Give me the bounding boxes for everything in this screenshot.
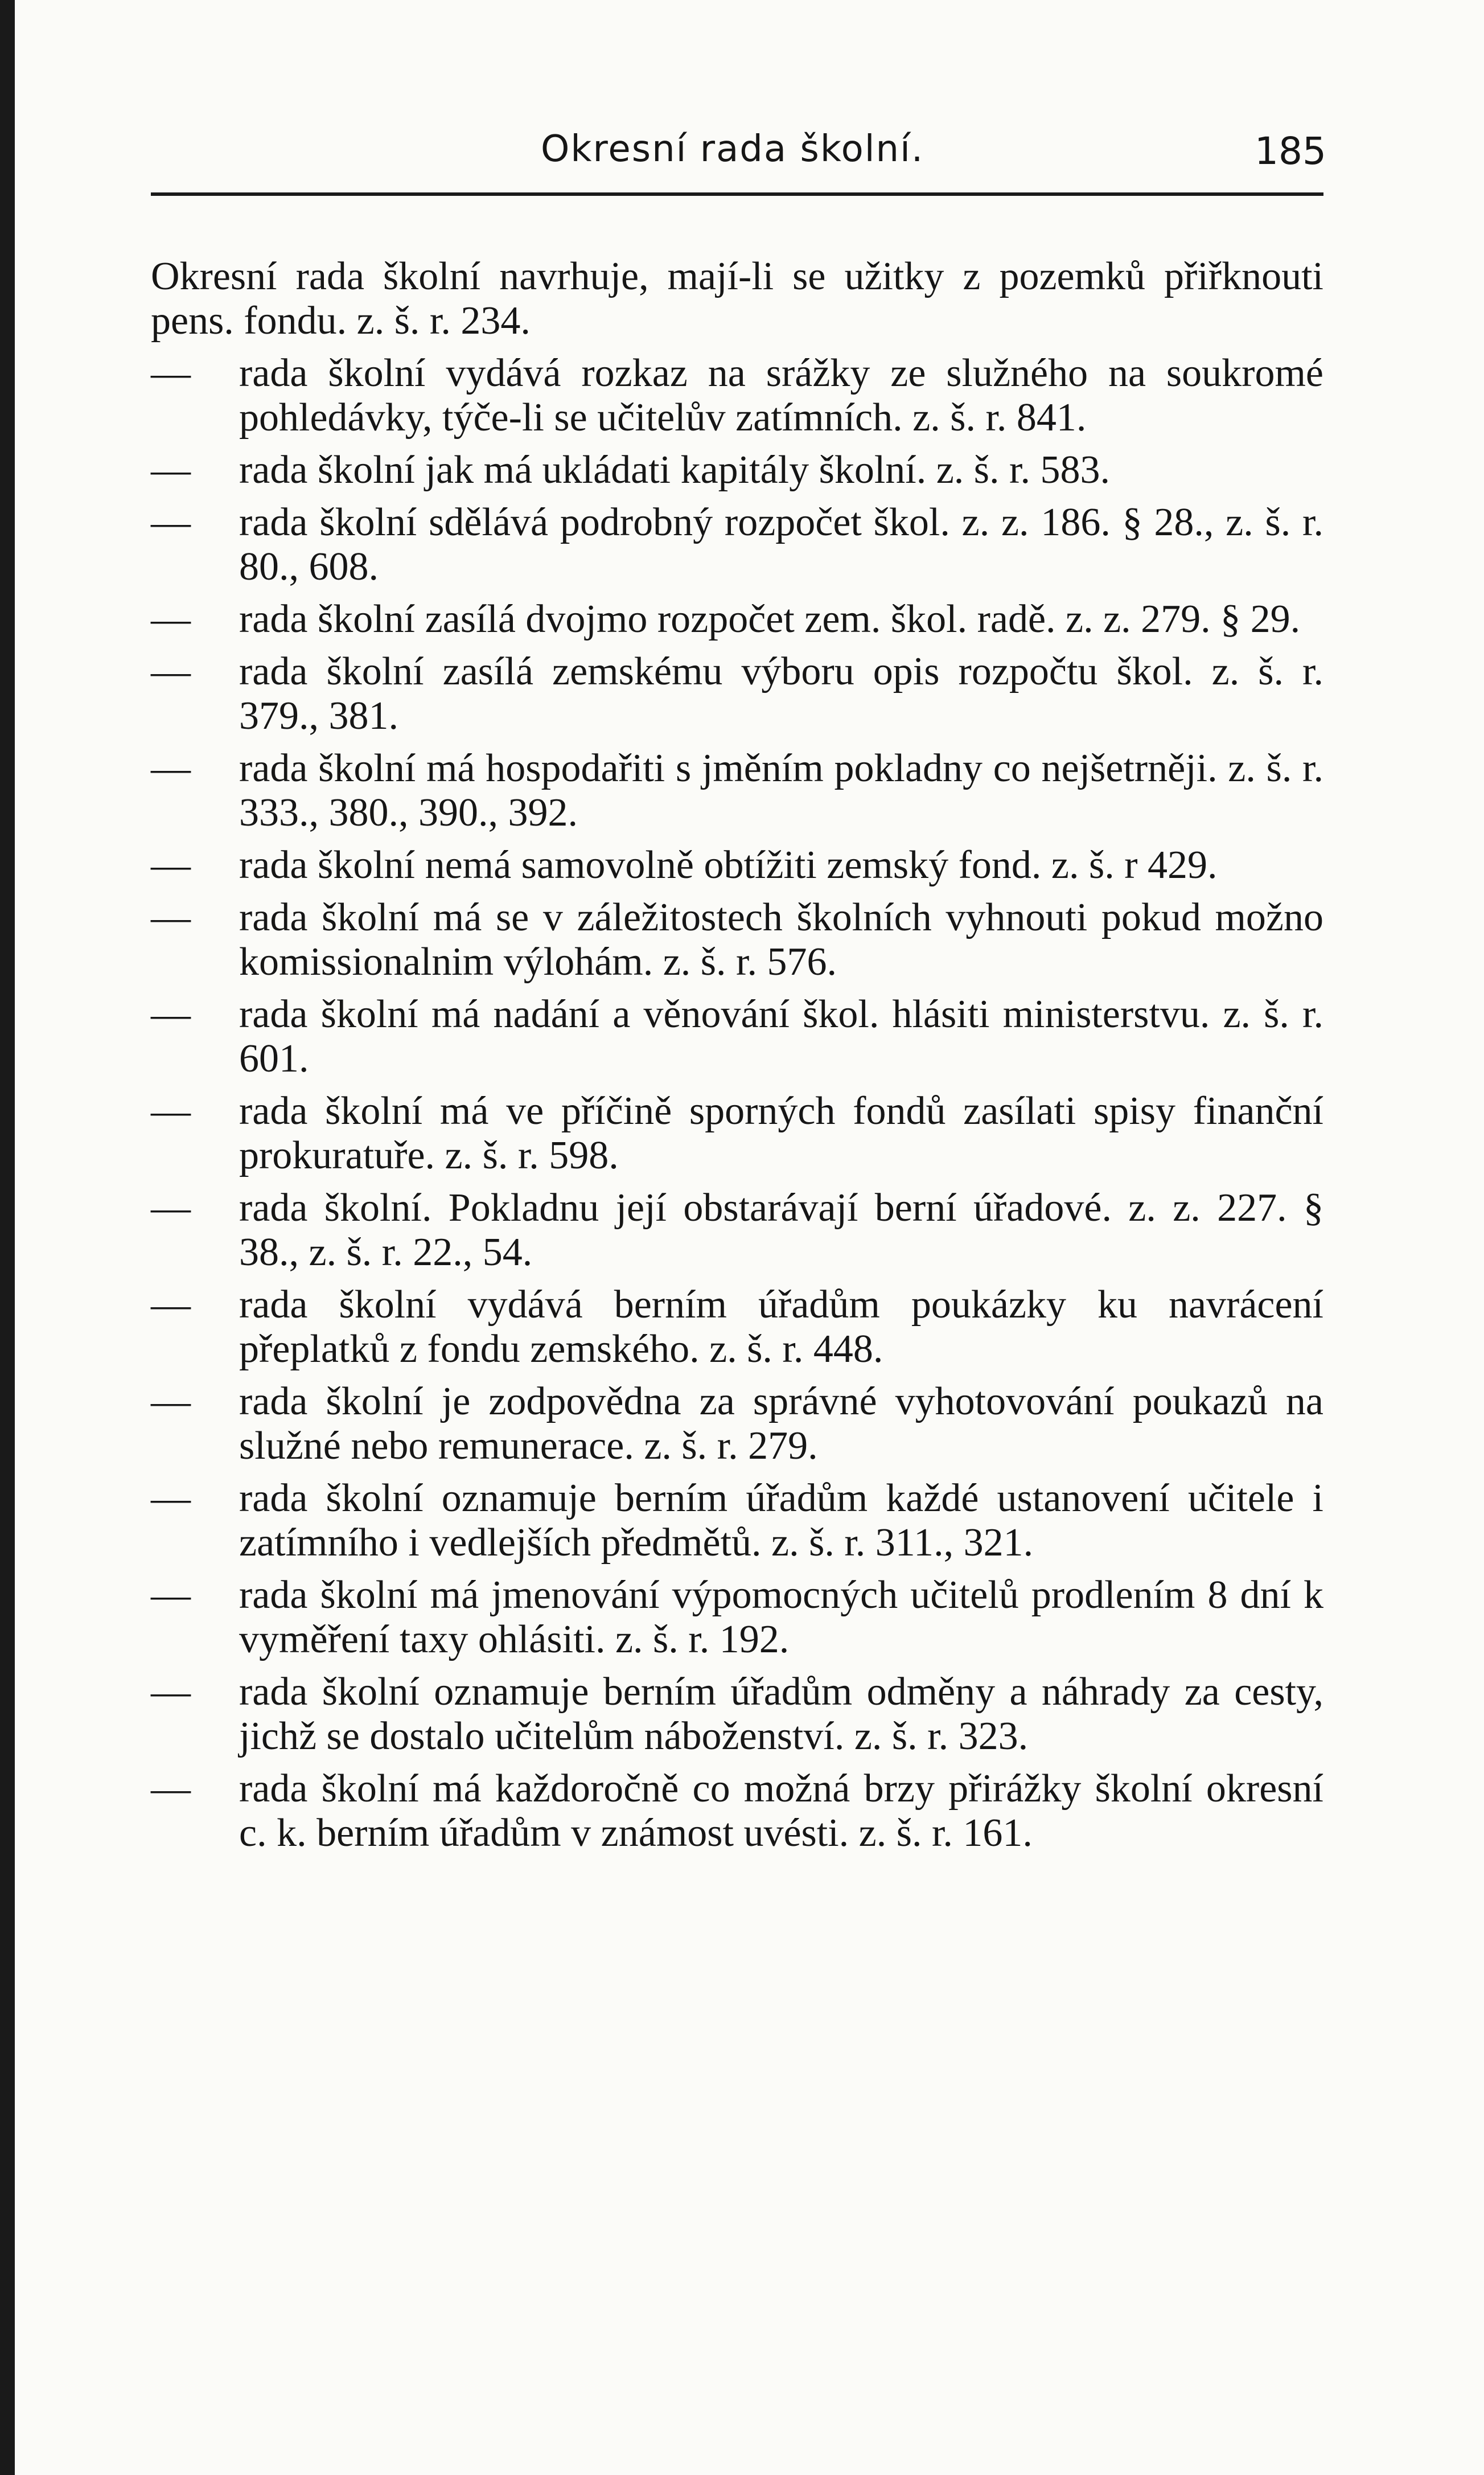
entry-text: rada školní. Pokladnu její obstarávají berní úřadové. z. z. 227. § 38., z. š. r. 22., 54. (239, 1186, 1323, 1274)
dash-mark: — (151, 1476, 191, 1520)
entry-text: rada školní je zodpovědna za správné vyhotovování poukazů na služné nebo remunerace. z. š. r. 279. (239, 1380, 1323, 1468)
dash-mark: — (151, 1767, 191, 1811)
book-spine-edge (0, 0, 15, 2475)
lead-entry (151, 255, 1323, 343)
dash-mark: — (151, 1670, 191, 1714)
dash-mark: — (151, 746, 191, 790)
list-item (151, 500, 1323, 589)
list-item (151, 1186, 1323, 1275)
entry-text: rada školní vydává rozkaz na srážky ze služného na soukromé pohledávky, týče-li se učitelův zatímních. z. š. r. 841. (239, 351, 1323, 440)
list-item (151, 1670, 1323, 1759)
dash-mark: — (151, 1089, 191, 1133)
dash-mark: — (151, 1186, 191, 1230)
running-head-title: Okresní rada školní. (541, 128, 924, 170)
entry-text: rada školní vydává berním úřadům poukázky ku navrácení přeplatků z fondu zemského. z. š. r. 448. (239, 1283, 1323, 1371)
dash-mark: — (151, 597, 191, 641)
entry-text: rada školní má hospodařiti s jměním pokladny co nejšetrněji. z. š. r. 333., 380., 390., 392. (239, 746, 1323, 835)
entry-text: rada školní má jmenování výpomocných učitelů prodlením 8 dní k vyměření taxy ohlásiti. z. š. r. 192. (239, 1573, 1323, 1661)
entry-text: rada školní zasílá dvojmo rozpočet zem. škol. radě. z. z. 279. § 29. (239, 597, 1301, 641)
dash-mark: — (151, 351, 191, 395)
list-item (151, 992, 1323, 1081)
list-item (151, 650, 1323, 738)
dash-mark: — (151, 843, 191, 887)
list-item (151, 1767, 1323, 1856)
dash-mark: — (151, 896, 191, 939)
list-item (151, 1380, 1323, 1468)
list-item (151, 746, 1323, 835)
entry-text: rada školní má každoročně co možná brzy přirážky školní okresní c. k. berním úřadům v známost uvésti. z. š. r. 161. (239, 1767, 1323, 1855)
list-item (151, 843, 1323, 888)
index-entries (151, 255, 1323, 1864)
dash-mark: — (151, 448, 191, 492)
dash-mark: — (151, 500, 191, 544)
running-header (148, 117, 1326, 191)
list-item (151, 351, 1323, 440)
dash-mark: — (151, 1283, 191, 1327)
entry-text: rada školní má se v záležitostech školních vyhnouti pokud možno komissionalnim výlohám. z. š. r. 576. (239, 896, 1323, 984)
dash-mark: — (151, 992, 191, 1036)
header-rule (151, 192, 1323, 196)
list-item (151, 1089, 1323, 1178)
entry-text: rada školní oznamuje berním úřadům odměny a náhrady za cesty, jichž se dostalo učitelům náboženství. z. š. r. 323. (239, 1670, 1323, 1758)
list-item (151, 896, 1323, 984)
list-item (151, 1573, 1323, 1662)
entry-text: rada školní má ve příčině sporných fondů zasílati spisy finanční prokuratuře. z. š. r. 598. (239, 1089, 1323, 1177)
list-item (151, 1476, 1323, 1565)
entry-text: rada školní má nadání a věnování škol. hlásiti ministerstvu. z. š. r. 601. (239, 992, 1323, 1081)
page-number: 185 (1255, 129, 1326, 173)
entry-text: rada školní sdělává podrobný rozpočet škol. z. z. 186. § 28., z. š. r. 80., 608. (239, 500, 1323, 589)
list-item (151, 448, 1323, 492)
entry-text: rada školní nemá samovolně obtížiti zemský fond. z. š. r 429. (239, 843, 1218, 887)
dash-mark: — (151, 1380, 191, 1423)
list-item (151, 597, 1323, 642)
dash-mark: — (151, 650, 191, 693)
entry-text: rada školní oznamuje berním úřadům každé ustanovení učitele i zatímního i vedlejších předmětů. z. š. r. 311., 321. (239, 1476, 1323, 1565)
entry-text: rada školní jak má ukládati kapitály školní. z. š. r. 583. (239, 448, 1110, 492)
entry-text: rada školní zasílá zemskému výboru opis rozpočtu škol. z. š. r. 379., 381. (239, 650, 1323, 738)
dash-mark: — (151, 1573, 191, 1617)
lead-entry-text: Okresní rada školní navrhuje, mají-li se užitky z pozemků přiřknouti pens. fondu. z. š. r. 234. (151, 255, 1323, 343)
list-item (151, 1283, 1323, 1372)
